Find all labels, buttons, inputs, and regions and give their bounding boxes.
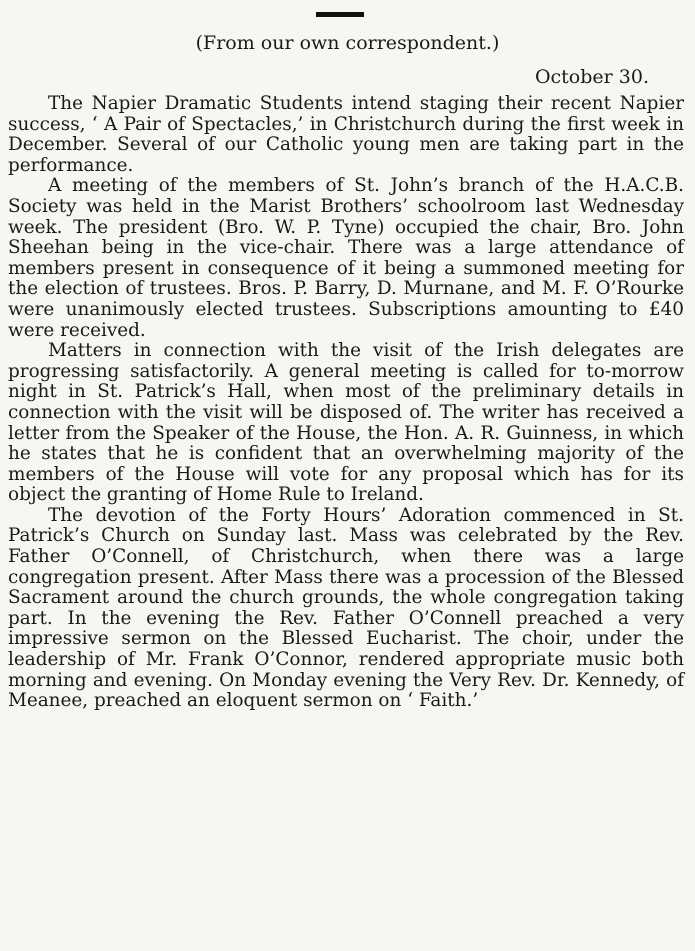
- column-rule: [316, 12, 364, 17]
- article-body: [8, 94, 684, 712]
- paragraph-irish-delegates: Matters in connection with the visit of the Irish delegates are progressing satisfactorily. A general meeting is called for to-morrow night in St. Patrick’s Hall, when most of the preliminary details in connection with the visit will be disposed of. The writer has received a letter from the Speaker of the House, the Hon. A. R. Guinness, in which he states that he is confident that an overwhelming majority of the members of the House will vote for any proposal which has for its object the granting of Home Rule to Ireland.: [8, 340, 684, 506]
- paragraph-hacb-meeting: A meeting of the members of St. John’s branch of the H.A.C.B. Society was held in the Marist Brothers’ schoolroom last Wednesday week. The president (Bro. W. P. Tyne) occupied the chair, Bro. John Sheehan being in the vice-chair. There was a large attendance of members present in consequence of it being a summoned meeting for the election of trustees. Bros. P. Barry, D. Murnane, and M. F. O’Rourke were unanimously elected trustees. Subscriptions amounting to £40 were received.: [8, 175, 684, 341]
- paragraph-forty-hours: The devotion of the Forty Hours’ Adoration commenced in St. Patrick’s Church on Sunday last. Mass was celebrated by the Rev. Father O’Connell, of Christchurch, when there was a large congregation present. After Mass there was a procession of the Blessed Sacrament around the church grounds, the whole congregation taking part. In the evening the Rev. Father O’Connell preached a very impressive sermon on the Blessed Eucharist. The choir, under the leadership of Mr. Frank O’Connor, rendered appropriate music both morning and evening. On Monday evening the Very Rev. Dr. Kennedy, of Meanee, preached an eloquent sermon on ‘ Faith.’: [8, 504, 684, 712]
- byline: (From our own correspondent.): [195, 32, 500, 54]
- dateline: October 30.: [534, 66, 649, 88]
- paragraph-dramatic-students: The Napier Dramatic Students intend staging their recent Napier success, ‘ A Pair of Spectacles,’ in Christchurch during the first week in December. Several of our Catholic young men are taking part in the performance.: [8, 93, 684, 176]
